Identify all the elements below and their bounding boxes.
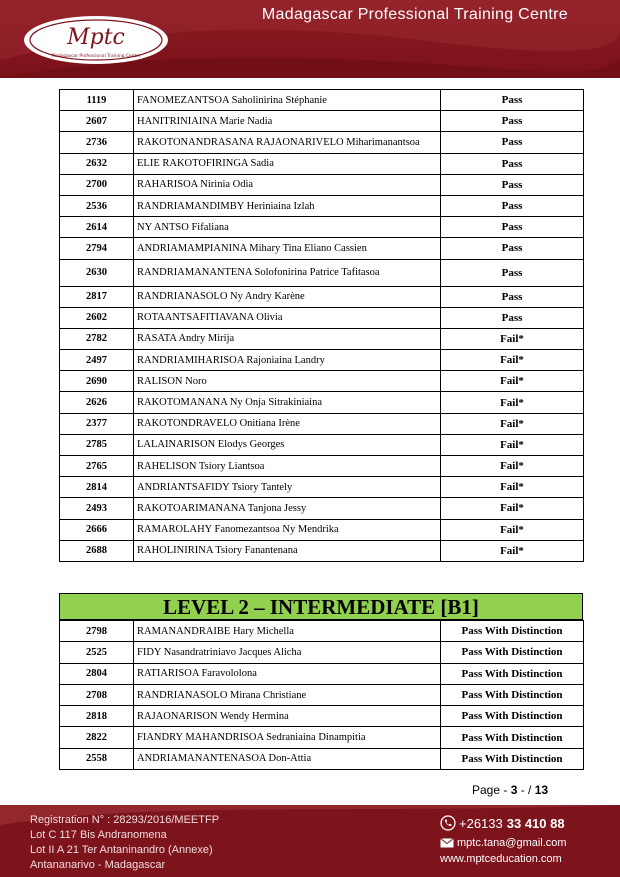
- student-name-cell: RALISON Noro: [134, 371, 441, 392]
- result-cell: Pass With Distinction: [441, 621, 584, 642]
- table-row: [60, 111, 584, 132]
- result-cell: Pass: [441, 90, 584, 111]
- student-id-cell: 2814: [60, 477, 134, 498]
- table-row: [60, 684, 584, 705]
- student-id-cell: 2794: [60, 238, 134, 259]
- table-row: [60, 706, 584, 727]
- table-row: [60, 90, 584, 111]
- phone-number: 33 410 88: [506, 815, 565, 831]
- student-id-cell: 2798: [60, 621, 134, 642]
- student-id-cell: 2804: [60, 663, 134, 684]
- result-cell: Pass With Distinction: [441, 748, 584, 769]
- result-cell: Pass: [441, 259, 584, 286]
- result-cell: Pass: [441, 217, 584, 238]
- svg-text:Mptc: Mptc: [67, 25, 125, 50]
- student-id-cell: 2558: [60, 748, 134, 769]
- student-id-cell: 2688: [60, 540, 134, 561]
- table-row: [60, 642, 584, 663]
- student-id-cell: 2785: [60, 434, 134, 455]
- result-cell: Pass With Distinction: [441, 642, 584, 663]
- level-2-heading: LEVEL 2 – INTERMEDIATE [B1]: [59, 593, 583, 620]
- address-line-2: Lot II A 21 Ter Antaninandro (Annexe): [30, 844, 213, 856]
- student-id-cell: 2708: [60, 684, 134, 705]
- student-id-cell: 2818: [60, 706, 134, 727]
- student-name-cell: RAKOTOARIMANANA Tanjona Jessy: [134, 498, 441, 519]
- result-cell: Pass: [441, 195, 584, 216]
- result-cell: Pass: [441, 153, 584, 174]
- website-row: [440, 853, 567, 865]
- table-row: [60, 307, 584, 328]
- result-cell: Fail*: [441, 519, 584, 540]
- student-id-cell: 2630: [60, 259, 134, 286]
- result-cell: Fail*: [441, 371, 584, 392]
- student-name-cell: ANDRIAMANANTENASOA Don-Attia: [134, 748, 441, 769]
- result-cell: Pass With Distinction: [441, 684, 584, 705]
- organization-title: Madagascar Professional Training Centre: [261, 6, 568, 23]
- table-row: [60, 195, 584, 216]
- student-name-cell: RAJAONARISON Wendy Hermina: [134, 706, 441, 727]
- result-cell: Fail*: [441, 413, 584, 434]
- student-id-cell: 2626: [60, 392, 134, 413]
- student-id-cell: 2497: [60, 350, 134, 371]
- student-name-cell: LALAINARISON Elodys Georges: [134, 434, 441, 455]
- table-row: [60, 540, 584, 561]
- result-cell: Fail*: [441, 477, 584, 498]
- student-name-cell: RAKOTONANDRASANA RAJAONARIVELO Miharimanantsoa: [134, 132, 441, 153]
- table-row: [60, 392, 584, 413]
- result-cell: Pass With Distinction: [441, 706, 584, 727]
- result-cell: Pass: [441, 132, 584, 153]
- footer-contact-block: [440, 815, 567, 869]
- table-row: [60, 217, 584, 238]
- mail-icon: [440, 838, 454, 848]
- results-table-level2: [59, 620, 584, 770]
- result-cell: Pass: [441, 238, 584, 259]
- table-row: [60, 519, 584, 540]
- footer-address-block: [30, 813, 219, 873]
- student-id-cell: 2817: [60, 286, 134, 307]
- student-name-cell: RATIARISOA Faravololona: [134, 663, 441, 684]
- student-id-cell: 2822: [60, 727, 134, 748]
- table-row: [60, 174, 584, 195]
- table-row: [60, 413, 584, 434]
- student-id-cell: 1119: [60, 90, 134, 111]
- student-id-cell: 2602: [60, 307, 134, 328]
- student-name-cell: RANDRIAMANDIMBY Heriniaina Izlah: [134, 195, 441, 216]
- table-row: [60, 286, 584, 307]
- email-row: [440, 837, 567, 849]
- result-cell: Pass: [441, 307, 584, 328]
- website-link[interactable]: www.mptceducation.com: [440, 853, 562, 865]
- student-name-cell: RAHOLINIRINA Tsiory Fanantenana: [134, 540, 441, 561]
- table-row: [60, 663, 584, 684]
- result-cell: Fail*: [441, 498, 584, 519]
- student-name-cell: RANDRIAMIHARISOA Rajoniaina Landry: [134, 350, 441, 371]
- student-name-cell: FANOMEZANTSOA Saholinirina Stéphanie: [134, 90, 441, 111]
- page-header: [0, 0, 620, 78]
- table-row: [60, 371, 584, 392]
- email-link[interactable]: mptc.tana@gmail.com: [457, 837, 567, 849]
- student-name-cell: FIANDRY MAHANDRISOA Sedraniaina Dinampitia: [134, 727, 441, 748]
- table-row: [60, 434, 584, 455]
- student-name-cell: ELIE RAKOTOFIRINGA Sadia: [134, 153, 441, 174]
- table-row: [60, 153, 584, 174]
- student-id-cell: 2690: [60, 371, 134, 392]
- table-row: [60, 328, 584, 349]
- registration-number: Registration N° : 28293/2016/MEETFP: [30, 814, 220, 826]
- student-id-cell: 2536: [60, 195, 134, 216]
- result-cell: Fail*: [441, 456, 584, 477]
- result-cell: Pass With Distinction: [441, 663, 584, 684]
- student-id-cell: 2607: [60, 111, 134, 132]
- student-name-cell: RASATA Andry Mirija: [134, 328, 441, 349]
- student-name-cell: RAHARISOA Nirinia Odia: [134, 174, 441, 195]
- page-prefix: Page -: [472, 783, 511, 797]
- page-footer: [0, 805, 620, 877]
- student-name-cell: ROTAANTSAFITIAVANA Olivia: [134, 307, 441, 328]
- result-cell: Fail*: [441, 328, 584, 349]
- table-row: [60, 238, 584, 259]
- result-cell: Pass: [441, 111, 584, 132]
- results-table-level1: [59, 89, 584, 562]
- phone-icon: [440, 815, 456, 831]
- result-cell: Pass With Distinction: [441, 727, 584, 748]
- table-row: [60, 748, 584, 769]
- student-name-cell: RAMANANDRAIBE Hary Michella: [134, 621, 441, 642]
- phone-row: [440, 815, 567, 831]
- page-total: 13: [534, 783, 549, 797]
- table-row: [60, 621, 584, 642]
- student-name-cell: ANDRIAMAMPIANINA Mihary Tina Eliano Cassien: [134, 238, 441, 259]
- student-id-cell: 2765: [60, 456, 134, 477]
- student-name-cell: ANDRIANTSAFIDY Tsiory Tantely: [134, 477, 441, 498]
- student-id-cell: 2614: [60, 217, 134, 238]
- table-row: [60, 456, 584, 477]
- table-row: [60, 350, 584, 371]
- student-name-cell: RANDRIANASOLO Mirana Christiane: [134, 684, 441, 705]
- table-row: [60, 259, 584, 286]
- result-cell: Pass: [441, 286, 584, 307]
- address-line-3: Antananarivo - Madagascar: [30, 859, 166, 871]
- student-id-cell: 2493: [60, 498, 134, 519]
- student-name-cell: NY ANTSO Fifaliana: [134, 217, 441, 238]
- table-row: [60, 132, 584, 153]
- table-row: [60, 498, 584, 519]
- result-cell: Fail*: [441, 350, 584, 371]
- student-id-cell: 2632: [60, 153, 134, 174]
- student-id-cell: 2377: [60, 413, 134, 434]
- student-id-cell: 2666: [60, 519, 134, 540]
- student-name-cell: RAHELISON Tsiory Liantsoa: [134, 456, 441, 477]
- student-id-cell: 2736: [60, 132, 134, 153]
- student-id-cell: 2525: [60, 642, 134, 663]
- phone-prefix: +26133: [459, 815, 503, 831]
- result-cell: Fail*: [441, 540, 584, 561]
- student-name-cell: RAKOTOMANANA Ny Onja Sitrakiniaina: [134, 392, 441, 413]
- table-row: [60, 477, 584, 498]
- student-name-cell: RANDRIANASOLO Ny Andry Karène: [134, 286, 441, 307]
- page-current: 3: [510, 783, 518, 797]
- student-name-cell: RAKOTONDRAVELO Onitiana Irène: [134, 413, 441, 434]
- page-separator: - /: [517, 783, 535, 797]
- address-line-1: Lot C 117 Bis Andranomena: [30, 829, 167, 841]
- student-name-cell: RANDRIAMANANTENA Solofonirina Patrice Tafitasoa: [134, 259, 441, 286]
- student-name-cell: FIDY Nasandratriniavo Jacques Alicha: [134, 642, 441, 663]
- student-name-cell: RAMAROLAHY Fanomezantsoa Ny Mendrika: [134, 519, 441, 540]
- svg-text:Madagascar Professional Traini: Madagascar Professional Training Centre: [51, 54, 141, 59]
- page-number: [472, 783, 548, 797]
- student-id-cell: 2782: [60, 328, 134, 349]
- result-cell: Pass: [441, 174, 584, 195]
- result-cell: Fail*: [441, 434, 584, 455]
- student-id-cell: 2700: [60, 174, 134, 195]
- student-name-cell: HANITRINIAINA Marie Nadia: [134, 111, 441, 132]
- result-cell: Fail*: [441, 392, 584, 413]
- mptc-logo: [22, 14, 170, 66]
- table-row: [60, 727, 584, 748]
